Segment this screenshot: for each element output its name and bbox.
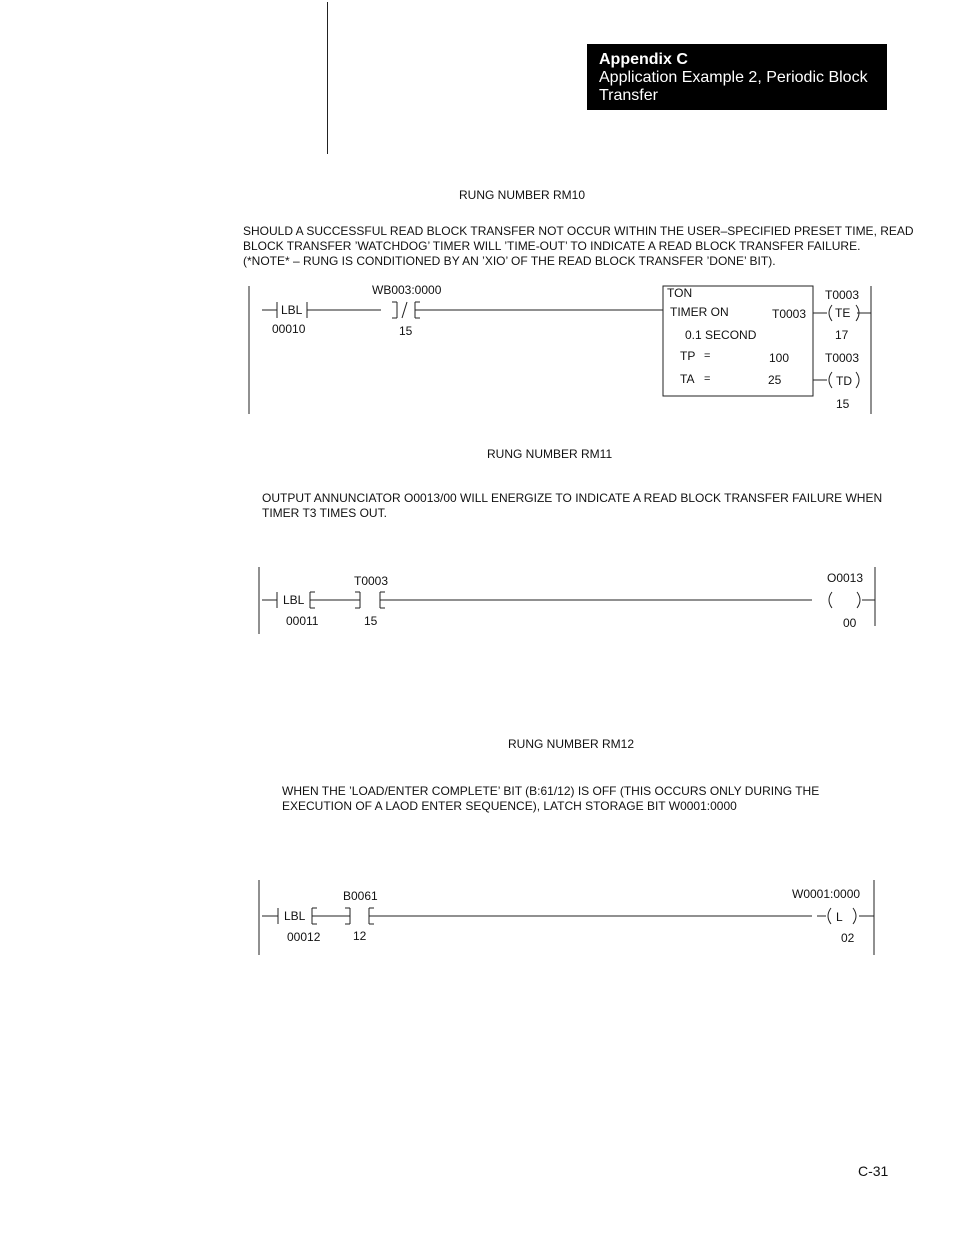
td-output-bit: 15 [836, 397, 850, 411]
contact-bit: 15 [399, 324, 413, 338]
lbl-number: 00010 [272, 322, 306, 336]
te-output-bit: 17 [835, 328, 849, 342]
desc-line: EXECUTION OF A LAOD ENTER SEQUENCE), LATCH STORAGE BIT W0001:0000 [282, 799, 737, 813]
output-bit: 00 [843, 616, 857, 630]
lbl-label: LBL [284, 909, 306, 923]
timer-tp-label: TP [680, 349, 696, 363]
rung-title-rm11: RUNG NUMBER RM11 [487, 447, 613, 461]
desc-line: OUTPUT ANNUNCIATOR O0013/00 WILL ENERGIZE TO INDICATE A READ BLOCK TRANSFER FAILURE WHEN [262, 491, 883, 505]
timer-ta-eq: = [704, 373, 711, 385]
desc-line: TIMER T3 TIMES OUT. [262, 506, 387, 520]
contact-address: T0003 [354, 574, 389, 588]
desc-line: WHEN THE ’LOAD/ENTER COMPLETE’ BIT (B:61/12) IS OFF (THIS OCCURS ONLY DURING THE [282, 784, 820, 798]
output-address: O0013 [827, 571, 864, 585]
timer-ta-label: TA [680, 372, 695, 386]
timer-address: T0003 [772, 307, 807, 321]
desc-line: (*NOTE* – RUNG IS CONDITIONED BY AN ’XIO’ OF THE READ BLOCK TRANSFER ’DONE’ BIT). [243, 254, 776, 268]
contact-address: WB003:0000 [372, 283, 442, 297]
lbl-label: LBL [283, 593, 305, 607]
timer-ta-value: 25 [768, 373, 782, 387]
contact-bit: 12 [353, 929, 367, 943]
td-output-address: T0003 [825, 351, 860, 365]
te-output-address: T0003 [825, 288, 860, 302]
output-bit: 02 [841, 931, 855, 945]
appendix-label: Appendix C [599, 51, 688, 68]
te-output-symbol: TE [835, 306, 851, 320]
timer-type: TON [667, 286, 693, 300]
rung-title-rm10: RUNG NUMBER RM10 [459, 188, 586, 202]
timer-timebase: 0.1 SECOND [685, 328, 757, 342]
appendix-title-line1: Application Example 2, Periodic Block [599, 69, 868, 86]
timer-tp-eq: = [704, 350, 711, 362]
latch-coil-left [828, 908, 831, 924]
rung-title-rm12: RUNG NUMBER RM12 [508, 737, 635, 751]
timer-tp-value: 100 [769, 351, 790, 365]
output-symbol: L [836, 910, 843, 924]
lbl-number: 00012 [287, 930, 321, 944]
page-number: C-31 [858, 1163, 889, 1179]
desc-line: SHOULD A SUCCESSFUL READ BLOCK TRANSFER NOT OCCUR WITHIN THE USER–SPECIFIED PRESET TIME, READ [243, 224, 914, 238]
timer-name: TIMER ON [670, 305, 729, 319]
appendix-title-line2: Transfer [599, 87, 658, 104]
latch-coil-right [853, 908, 856, 924]
output-address: W0001:0000 [792, 887, 861, 901]
td-output-symbol: TD [836, 374, 852, 388]
lbl-label: LBL [281, 303, 303, 317]
contact-address: B0061 [343, 889, 378, 903]
contact-bit: 15 [364, 614, 378, 628]
desc-line: BLOCK TRANSFER ’WATCHDOG’ TIMER WILL ’TIME-OUT’ TO INDICATE A READ BLOCK TRANSFER FAILURE. [243, 239, 861, 253]
lbl-number: 00011 [286, 614, 319, 628]
